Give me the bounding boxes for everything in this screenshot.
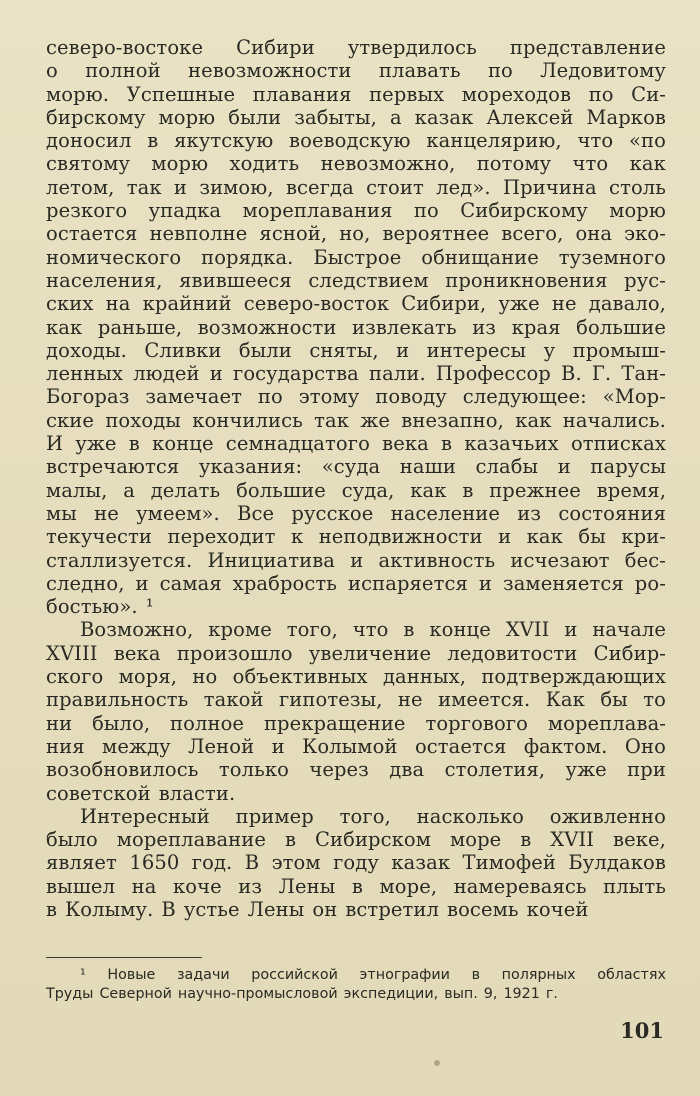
- paragraph: [46, 805, 666, 921]
- text-line: номического порядка. Быстрое обнищание туземного: [46, 245, 666, 269]
- text-line: ленных людей и государства пали. Профессор В. Г. Тан-: [46, 362, 666, 386]
- text-line: Возможно, кроме того, что в конце XVII и начале: [80, 618, 666, 642]
- text-line: ские походы кончились так же внезапно, как начались.: [46, 408, 666, 432]
- text-line: возобновилось только через два столетия, уже при: [46, 758, 666, 782]
- text-line: резкого упадка мореплавания по Сибирскому морю: [46, 199, 666, 223]
- text-line: ского моря, но объективных данных, подтверждающих: [46, 665, 666, 689]
- text-line: Богораз замечает по этому поводу следующее: «Мор-: [46, 385, 666, 409]
- text-line: малы, а делать большие суда, как в прежнее время,: [46, 478, 666, 502]
- text-line: доносил в якутскую воеводскую канцелярию, что «по: [46, 129, 666, 153]
- text-line: летом, так и зимою, всегда стоит лед». Причина столь: [46, 175, 666, 199]
- text-line: советской власти.: [46, 781, 236, 805]
- text-line: Интересный пример того, насколько оживленно: [80, 804, 666, 828]
- text-line: бостью». ¹: [46, 595, 154, 619]
- text-line: доходы. Сливки были сняты, и интересы у промыш-: [46, 338, 666, 362]
- text-line: населения, явившееся следствием проникновения рус-: [46, 268, 666, 292]
- text-line: ния между Леной и Колымой остается фактом. Оно: [46, 734, 666, 758]
- text-line: как раньше, возможности извлекать из края большие: [46, 315, 666, 339]
- text-line: мы не умеем». Все русское население из состояния: [46, 501, 666, 525]
- page-number: 101: [620, 1018, 664, 1043]
- text-line: остается невполне ясной, но, вероятнее всего, она эко-: [46, 222, 666, 246]
- text-line: ских на крайний северо-восток Сибири, уже не давало,: [46, 292, 666, 316]
- paragraph: [46, 618, 666, 804]
- text-line: ни было, полное прекращение торгового мореплава-: [46, 711, 666, 735]
- text-line: вышел на коче из Лены в море, намереваясь плыть: [46, 874, 666, 898]
- footnote-rule: [46, 957, 202, 958]
- paper-speck: [434, 1060, 440, 1066]
- footnote-line: Труды Северной научно-промысловой экспедиции, вып. 9, 1921 г.: [46, 986, 558, 1002]
- text-line: бирскому морю были забыты, а казак Алексей Марков: [46, 105, 666, 129]
- text-line: было мореплавание в Сибирском море в XVII веке,: [46, 828, 666, 852]
- paragraph: [46, 36, 666, 618]
- text-line: И уже в конце семнадцатого века в казачьих отписках: [46, 432, 666, 456]
- body-text: [46, 36, 666, 921]
- text-line: морю. Успешные плавания первых мореходов по Си-: [46, 82, 666, 106]
- footnote: [46, 966, 666, 1004]
- text-line: являет 1650 год. В этом году казак Тимофей Булдаков: [46, 851, 666, 875]
- text-line: текучести переходит к неподвижности и как бы кри-: [46, 525, 666, 549]
- text-line: сталлизуется. Инициатива и активность исчезают бес-: [46, 548, 666, 572]
- text-line: встречаются указания: «суда наши слабы и парусы: [46, 455, 666, 479]
- text-line: в Колыму. В устье Лены он встретил восемь кочей: [46, 897, 589, 921]
- footnote-line: ¹ Новые задачи российской этнографии в полярных областях: [80, 967, 666, 983]
- text-line: следно, и самая храбрость испаряется и заменяется ро-: [46, 571, 666, 595]
- text-line: XVIII века произошло увеличение ледовитости Сибир-: [46, 641, 666, 665]
- text-line: северо-востоке Сибири утвердилось представление: [46, 36, 666, 59]
- text-line: о полной невозможности плавать по Ледовитому: [46, 59, 666, 83]
- text-line: правильность такой гипотезы, не имеется. Как бы то: [46, 688, 666, 712]
- text-line: святому морю ходить невозможно, потому что как: [46, 152, 666, 176]
